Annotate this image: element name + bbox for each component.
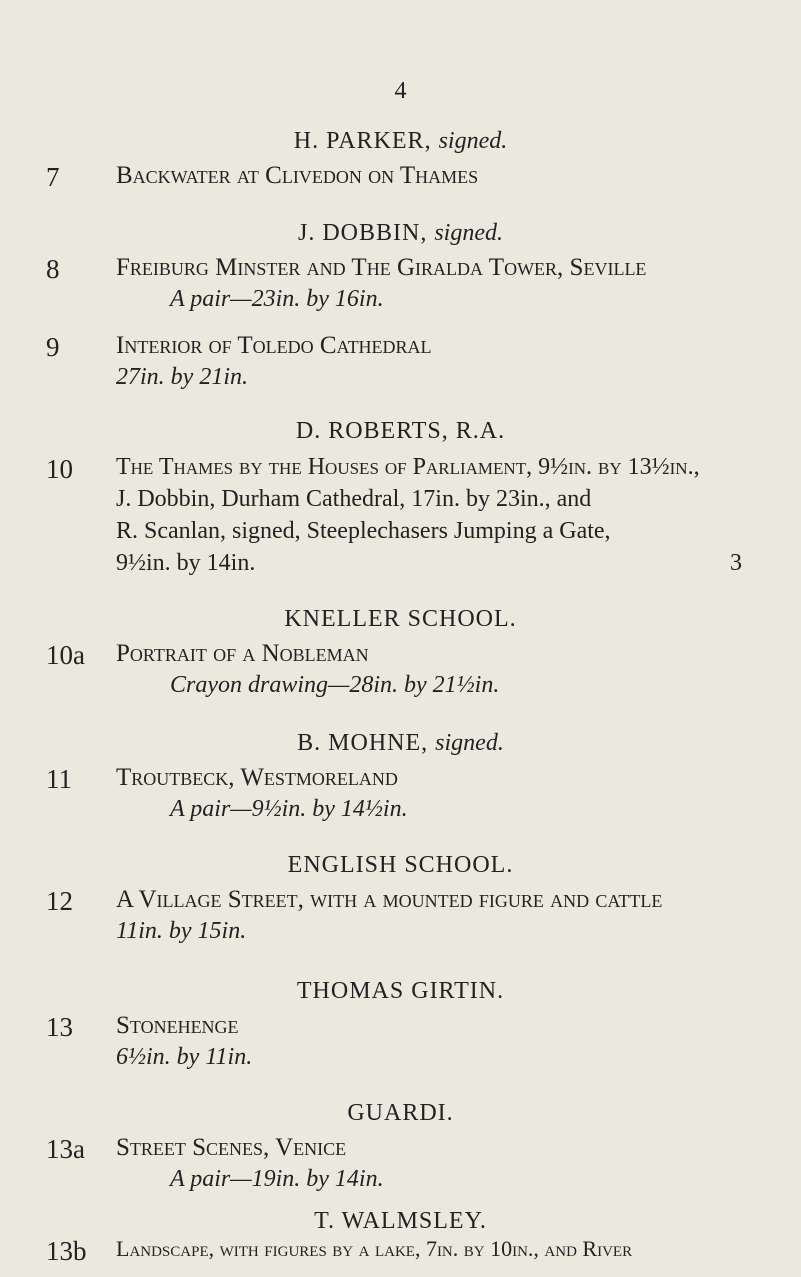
- lot-title: Stonehenge: [116, 1012, 239, 1039]
- lot-dimensions: 11in. by 15in.: [116, 918, 247, 944]
- artist-heading: [0, 1208, 801, 1235]
- lot-number: 11: [46, 764, 72, 794]
- artist-note: signed.: [438, 128, 508, 154]
- lot-title: Freiburg Minster and The Giralda Tower, Seville: [116, 254, 647, 281]
- artist-name: J. DOBBIN,: [297, 220, 428, 246]
- lot-text: Landscape, with figures by a lake, 7in. by 10in., and River: [116, 1236, 633, 1261]
- margin-mark: 3: [730, 550, 742, 576]
- artist-name: B. MOHNE,: [297, 730, 429, 756]
- lot-text: The Thames by the Houses of Parliament, 9½in. by 13½in.,: [116, 454, 700, 480]
- lot-title: Backwater at Clivedon on Thames: [116, 162, 479, 189]
- artist-heading: [0, 220, 801, 247]
- artist-heading: [0, 606, 801, 633]
- lot-text: R. Scanlan, signed, Steeplechasers Jumping a Gate,: [116, 518, 611, 544]
- lot-dimensions: A pair—19in. by 14in.: [170, 1166, 384, 1192]
- artist-name: H. PARKER,: [293, 128, 432, 154]
- artist-heading: [0, 128, 801, 155]
- artist-heading: [0, 1100, 801, 1127]
- lot-dimensions: A pair—23in. by 16in.: [170, 286, 384, 312]
- artist-note: signed.: [434, 220, 503, 246]
- lot-number: 9: [46, 332, 60, 362]
- lot-title: Interior of Toledo Cathedral: [116, 332, 432, 359]
- lot-text: J. Dobbin, Durham Cathedral, 17in. by 23in., and: [116, 486, 592, 512]
- artist-name: ENGLISH SCHOOL.: [287, 852, 514, 878]
- lot-title: Street Scenes, Venice: [116, 1134, 347, 1161]
- artist-name: KNELLER SCHOOL.: [284, 606, 517, 632]
- lot-number: 13b: [46, 1236, 87, 1266]
- lot-title: Troutbeck, Westmoreland: [116, 764, 398, 791]
- lot-dimensions: Crayon drawing—28in. by 21½in.: [170, 672, 500, 698]
- lot-number: 13a: [46, 1134, 85, 1164]
- lot-number: 8: [46, 254, 60, 284]
- artist-name: D. ROBERTS, R.A.: [295, 418, 506, 444]
- lot-dimensions: 6½in. by 11in.: [116, 1044, 253, 1070]
- artist-heading: [0, 978, 801, 1005]
- lot-dimensions: A pair—9½in. by 14½in.: [170, 796, 408, 822]
- lot-title: A Village Street, with a mounted figure and cattle: [116, 886, 663, 913]
- lot-number: 12: [46, 886, 73, 916]
- lot-number: 10: [46, 454, 73, 484]
- artist-name: T. WALMSLEY.: [314, 1208, 487, 1234]
- lot-number: 7: [46, 162, 60, 192]
- artist-heading: [0, 852, 801, 879]
- artist-note: signed.: [435, 730, 504, 756]
- page-number: 4: [394, 78, 407, 104]
- lot-number: 13: [46, 1012, 73, 1042]
- artist-heading: [0, 730, 801, 757]
- lot-title: Portrait of a Nobleman: [116, 640, 369, 667]
- lot-dimensions: 27in. by 21in.: [116, 364, 248, 390]
- artist-name: GUARDI.: [347, 1100, 454, 1126]
- artist-name: THOMAS GIRTIN.: [296, 978, 505, 1004]
- lot-number: 10a: [46, 640, 85, 670]
- artist-heading: [0, 418, 801, 445]
- lot-text: 9½in. by 14in.: [116, 550, 256, 576]
